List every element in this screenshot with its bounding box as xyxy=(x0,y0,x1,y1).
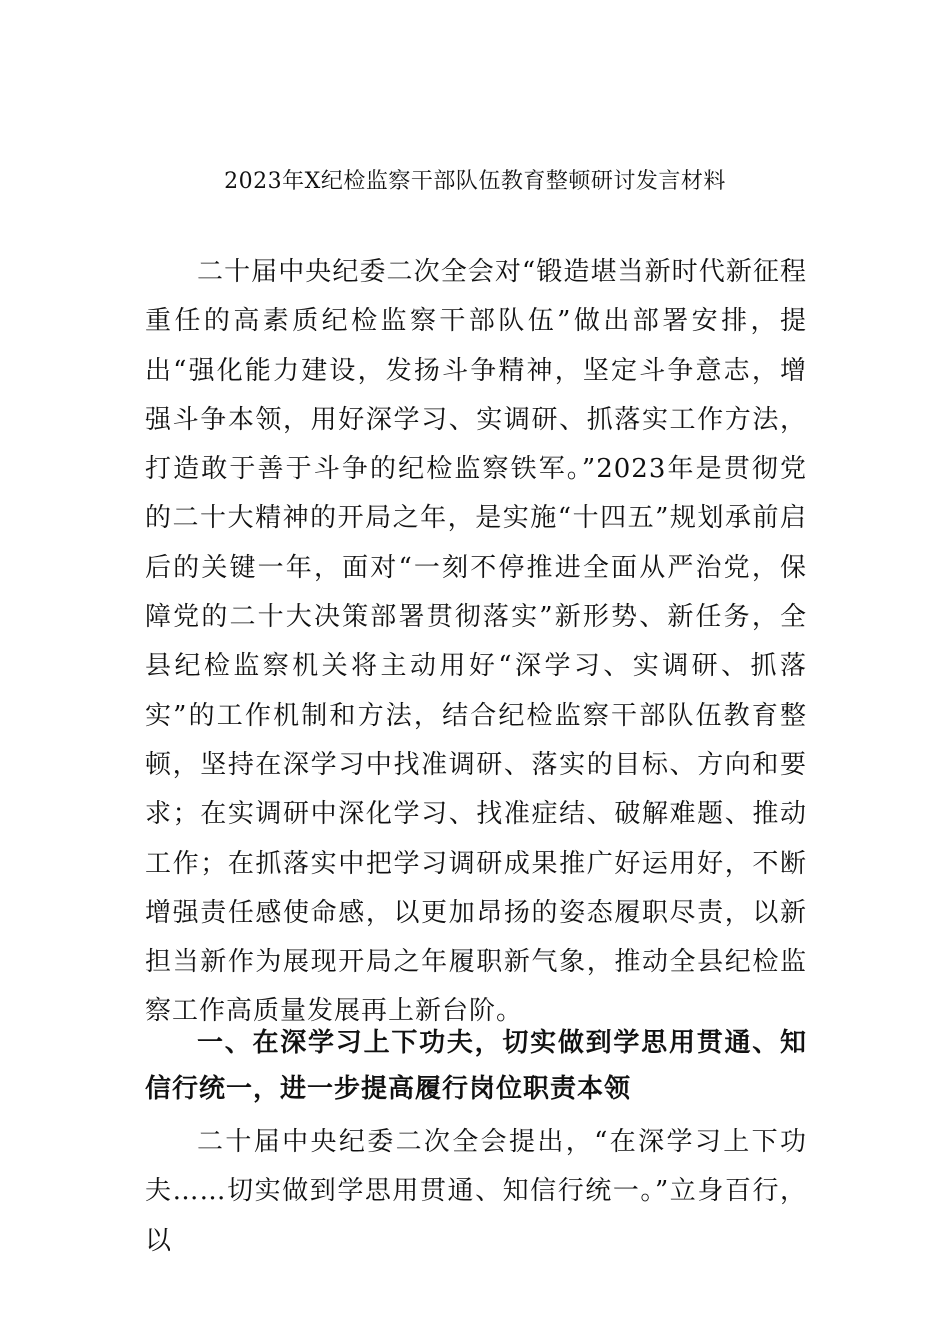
intro-paragraph: 二十届中央纪委二次全会对“锻造堪当新时代新征程重任的高素质纪检监察干部队伍”做出部署安排，提出“强化能力建设，发扬斗争精神，坚定斗争意志，增强斗争本领，用好深学习、实调研、抓落实工作方法，打造敢于善于斗争的纪检监察铁军。”2023年是贯彻党的二十大精神的开局之年，是实施“十四五”规划承前启后的关键一年，面对“一刻不停推进全面从严治党，保障党的二十大决策部署贯彻落实”新形势、新任务，全县纪检监察机关将主动用好“深学习、实调研、抓落实”的工作机制和方法，结合纪检监察干部队伍教育整顿，坚持在深学习中找准调研、落实的目标、方向和要求；在实调研中深化学习、找准症结、破解难题、推动工作；在抓落实中把学习调研成果推广好运用好，不断增强责任感使命感，以更加昂扬的姿态履职尽责，以新担当新作为展现开局之年履职新气象，推动全县纪检监察工作高质量发展再上新台阶。 xyxy=(145,257,807,1027)
section-heading-1: 一、在深学习上下功夫，切实做到学思用贯通、知信行统一，进一步提高履行岗位职责本领 xyxy=(145,1028,807,1104)
section-paragraph-1: 二十届中央纪委二次全会提出，“在深学习上下功夫……切实做到学思用贯通、知信行统一。”立身百行，以 xyxy=(145,1127,807,1256)
document-title: 2023年X纪检监察干部队伍教育整顿研讨发言材料 xyxy=(224,169,726,194)
